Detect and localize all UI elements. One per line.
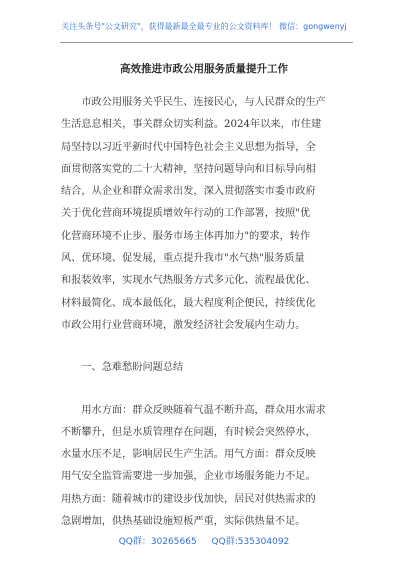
text-line: 市政公用行业营商环境，激发经济社会发展内生动力。: [61, 319, 306, 331]
paragraph-gap: [61, 380, 344, 400]
paragraph-gap: [61, 337, 344, 357]
footer-qq-group-2: QQ群:535304092: [211, 537, 290, 547]
document-body: [61, 92, 344, 533]
paragraph-2: [61, 400, 344, 534]
text-line: 市政公用服务关乎民生、连接民心，与人民群众的生产: [61, 97, 326, 108]
text-line: 用气安全监管需要进一步加强，企业市场服务能力不足。: [61, 471, 316, 483]
document-title: 高效推进市政公用服务质量提升工作: [120, 63, 288, 75]
page-footer: [0, 534, 408, 547]
text-line: 材料最简化、成本最低化，最大程度利企便民，持续优化: [61, 297, 316, 309]
text-line: 用热方面：随着城市的建设步伐加快，居民对供热需求的: [61, 493, 316, 505]
header-divider: [60, 42, 353, 43]
text-line: 不断攀升，但是水质管理存在问题，有时候会突然停水，: [61, 426, 316, 438]
text-line: 生活息息相关，事关群众切实利益。2024年以来，市住建: [61, 119, 322, 131]
text-line: 水量水压不足，影响居民生产生活。用气方面：群众反映: [61, 449, 316, 461]
text-line: 结合，从企业和群众需求出发，深入贯彻落实市委市政府: [61, 186, 316, 198]
header-promo-text: 关注头条号"公文研究"，获得最新最全最专业的公文资料库！ 微信：gongwenyj: [61, 22, 347, 31]
text-line: 化营商环境不止步、服务市场主体再加力"的要求，转作: [61, 230, 311, 242]
footer-qq-group-1: QQ群：30265665: [118, 537, 197, 547]
text-line: 关于优化营商环境提质增效年行动的工作部署，按照"优: [61, 208, 311, 220]
paragraph-1: [61, 92, 344, 337]
text-line: 面贯彻落实党的二十大精神，坚持问题导向和目标导向相: [61, 163, 316, 175]
text-line: 局坚持以习近平新时代中国特色社会主义思想为指导，全: [61, 141, 316, 153]
text-line: 风、优环境、促发展，重点提升我市"水气热"服务质量: [61, 253, 305, 265]
text-line: 用水方面：群众反映随着气温不断升高，群众用水需求: [61, 404, 326, 416]
section-heading: 一、急难愁盼问题总结: [61, 362, 184, 374]
text-line: 急剧增加，供热基础设施短板严重，实际供热量不足。: [61, 516, 306, 528]
text-line: 和报装效率，实现水气热服务方式多元化、流程最优化、: [61, 275, 316, 287]
